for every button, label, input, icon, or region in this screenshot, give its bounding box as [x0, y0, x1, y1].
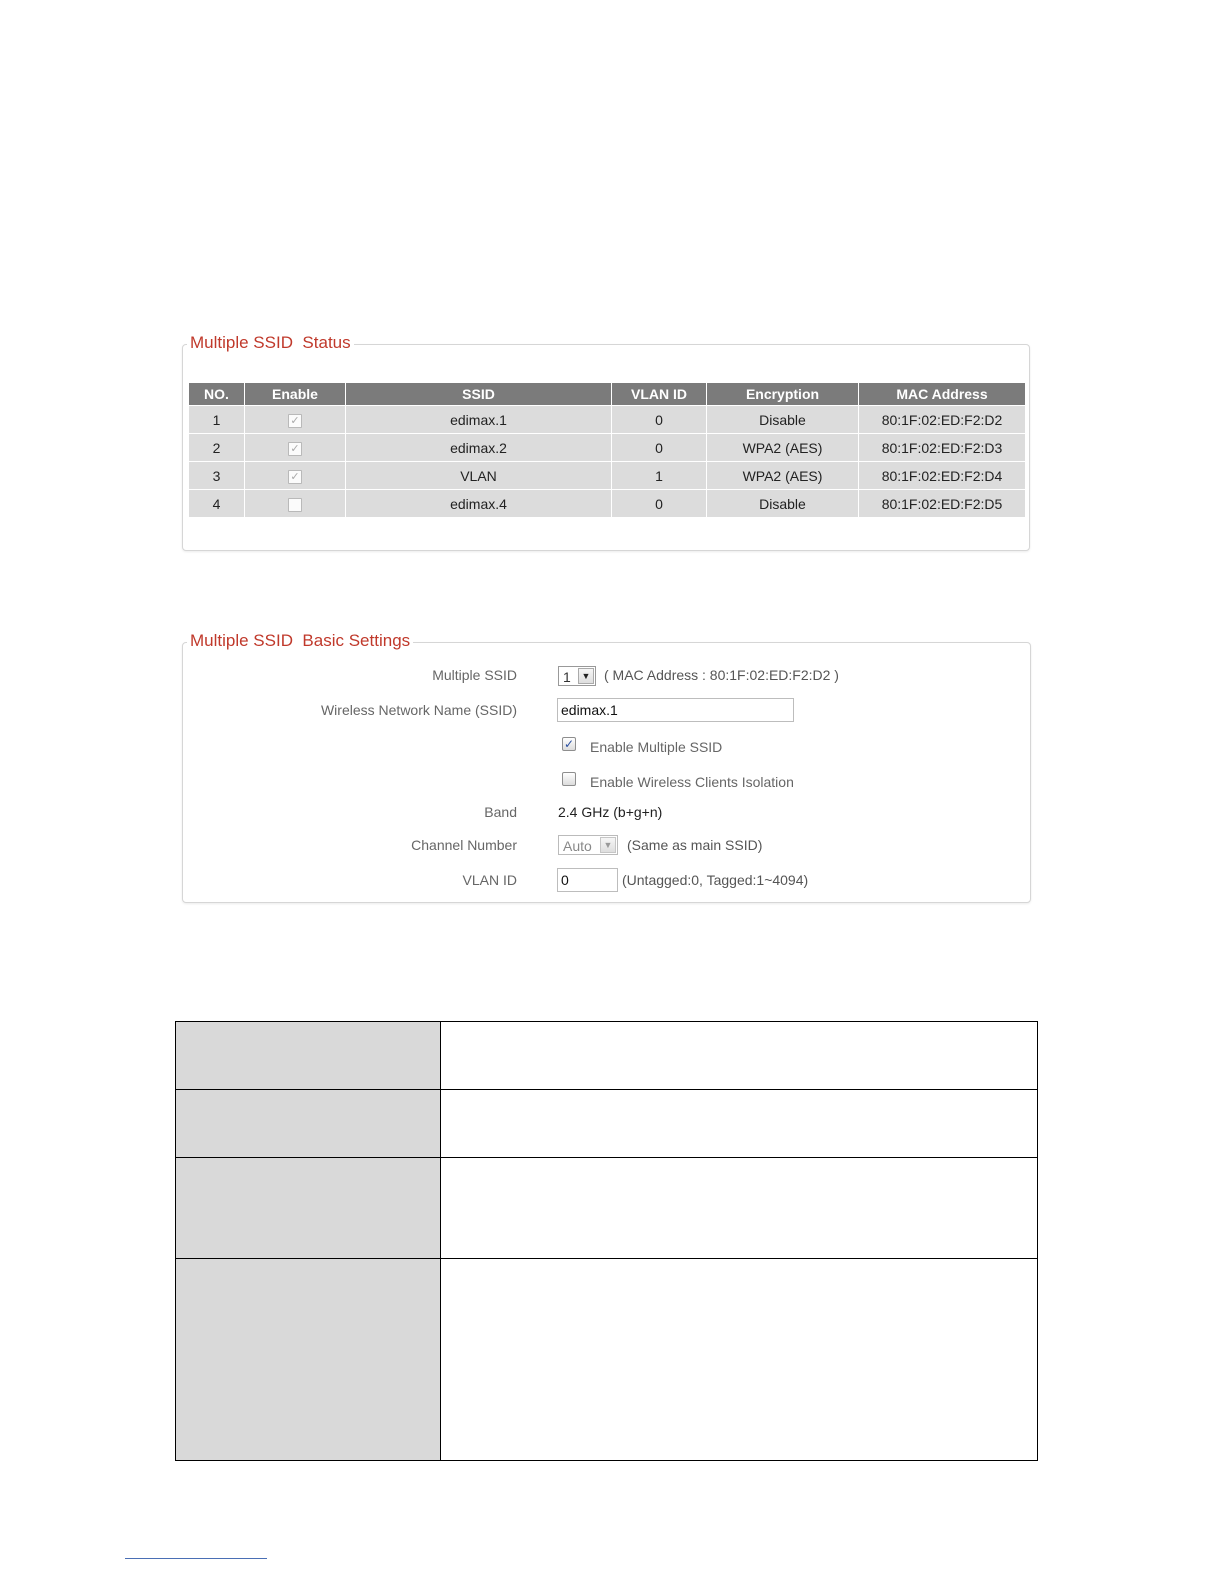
col-header-ssid: SSID: [346, 383, 611, 405]
cell-ssid: edimax.4: [346, 490, 611, 517]
enable-checkbox: [288, 498, 302, 512]
enable-checkbox: ✓: [288, 414, 302, 428]
basic-settings-panel-title: Multiple SSID Basic Settings: [187, 630, 413, 652]
enable-checkbox: ✓: [288, 470, 302, 484]
cell-vlan-id: 0: [612, 490, 706, 517]
multiple-ssid-basic-settings-panel: [182, 631, 1031, 903]
network-name-input[interactable]: edimax.1: [557, 698, 794, 722]
cell-mac-address: 80:1F:02:ED:F2:D2: [859, 406, 1025, 433]
cell-ssid: VLAN: [346, 462, 611, 489]
field-name-cell: [176, 1158, 441, 1259]
col-header-mac-address: MAC Address: [859, 383, 1025, 405]
vlan-id-label: VLAN ID: [462, 872, 517, 888]
vlan-id-hint: (Untagged:0, Tagged:1~4094): [622, 872, 809, 888]
channel-number-select[interactable]: [558, 835, 618, 855]
cell-no: 4: [189, 490, 244, 517]
table-row: [176, 1158, 1038, 1259]
multiple-ssid-select[interactable]: [558, 666, 596, 686]
cell-encryption: WPA2 (AES): [707, 434, 858, 461]
clients-isolation-label: Enable Wireless Clients Isolation: [590, 774, 794, 790]
table-row: [176, 1090, 1038, 1158]
cell-vlan-id: 0: [612, 406, 706, 433]
col-header-vlan-id: VLAN ID: [612, 383, 706, 405]
field-description-cell: [441, 1259, 1038, 1461]
cell-mac-address: 80:1F:02:ED:F2:D3: [859, 434, 1025, 461]
footer-divider: [125, 1558, 267, 1559]
cell-encryption: WPA2 (AES): [707, 462, 858, 489]
table-row: [189, 406, 1025, 433]
clients-isolation-checkbox[interactable]: [562, 772, 576, 786]
cell-encryption: Disable: [707, 406, 858, 433]
field-name-cell: [176, 1259, 441, 1461]
table-header-row: [189, 383, 1025, 405]
cell-mac-address: 80:1F:02:ED:F2:D5: [859, 490, 1025, 517]
field-description-cell: [441, 1090, 1038, 1158]
field-description-cell: [441, 1158, 1038, 1259]
vlan-id-input[interactable]: 0: [557, 868, 618, 892]
enable-multiple-ssid-label: Enable Multiple SSID: [590, 739, 723, 755]
cell-no: 1: [189, 406, 244, 433]
table-row: [176, 1259, 1038, 1461]
col-header-encryption: Encryption: [707, 383, 858, 405]
enable-checkbox: ✓: [288, 442, 302, 456]
chevron-down-icon: ▼: [600, 837, 616, 853]
table-row: [176, 1022, 1038, 1090]
band-value: 2.4 GHz (b+g+n): [558, 804, 663, 820]
col-header-no: NO.: [189, 383, 244, 405]
chevron-down-icon: ▼: [578, 668, 594, 684]
field-description-cell: [441, 1022, 1038, 1090]
field-name-cell: [176, 1022, 441, 1090]
table-row: [189, 434, 1025, 461]
field-name-cell: [176, 1090, 441, 1158]
multiple-ssid-mac-hint: ( MAC Address : 80:1F:02:ED:F2:D2 ): [604, 667, 839, 683]
multiple-ssid-label: Multiple SSID: [432, 667, 517, 683]
table-row: [189, 462, 1025, 489]
multiple-ssid-value: 1: [563, 669, 571, 685]
description-table: [175, 1021, 1038, 1461]
cell-encryption: Disable: [707, 490, 858, 517]
cell-vlan-id: 0: [612, 434, 706, 461]
cell-ssid: edimax.2: [346, 434, 611, 461]
cell-no: 2: [189, 434, 244, 461]
band-label: Band: [484, 804, 517, 820]
status-panel-title: Multiple SSID Status: [187, 332, 354, 354]
cell-no: 3: [189, 462, 244, 489]
table-row: [189, 490, 1025, 517]
channel-number-label: Channel Number: [411, 837, 517, 853]
cell-vlan-id: 1: [612, 462, 706, 489]
cell-mac-address: 80:1F:02:ED:F2:D4: [859, 462, 1025, 489]
multiple-ssid-status-panel: [182, 333, 1030, 551]
cell-ssid: edimax.1: [346, 406, 611, 433]
network-name-label: Wireless Network Name (SSID): [320, 702, 517, 718]
enable-multiple-ssid-checkbox[interactable]: ✓: [563, 737, 575, 751]
ssid-status-table: [188, 382, 1026, 518]
col-header-enable: Enable: [245, 383, 345, 405]
channel-number-hint: (Same as main SSID): [627, 837, 763, 853]
channel-number-value: Auto: [563, 838, 592, 854]
